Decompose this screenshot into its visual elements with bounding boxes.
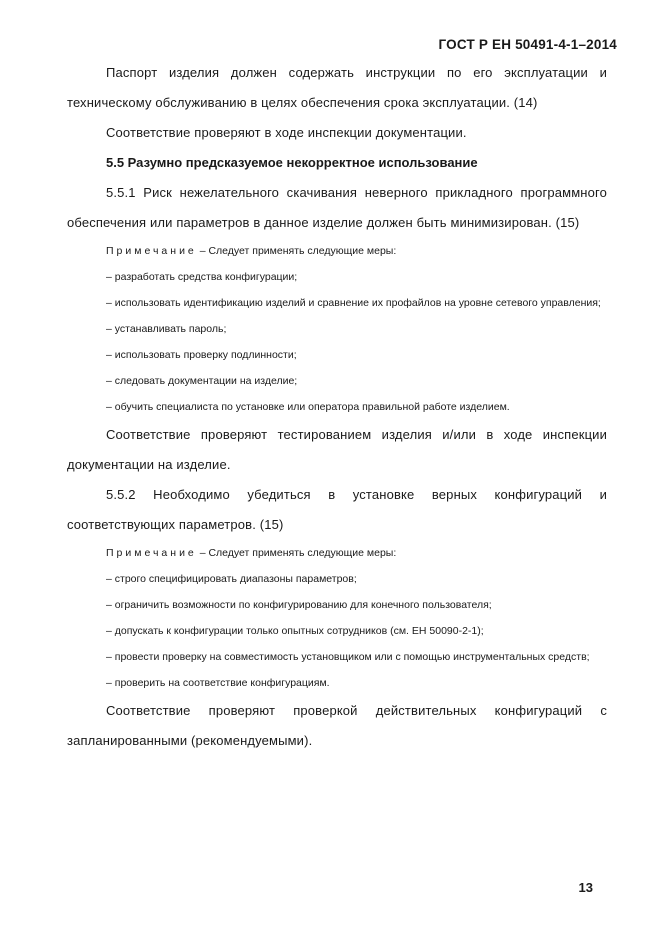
list-item: – строго специфицировать диапазоны параметров; <box>106 573 357 585</box>
list-item: – провести проверку на совместимость установщиком или с помощью инструментальных средств; <box>106 651 590 663</box>
section-heading-5-5: 5.5 Разумно предсказуемое некорректное использование <box>106 155 478 170</box>
page-number: 13 <box>578 880 593 895</box>
paragraph-passport: Паспорт изделия должен содержать инструкции по его эксплуатации и техническому обслуживанию в целях обеспечения срока эксплуатации. (14) <box>67 65 607 110</box>
paragraph-5-5-1: 5.5.1 Риск нежелательного скачивания неверного прикладного программного обеспечения или параметров в данное изделие должен быть минимизирован. (15) <box>67 185 607 230</box>
note-label: Примечание <box>106 547 197 559</box>
paragraph-conformity-3: Соответствие проверяют проверкой действительных конфигураций с запланированными (рекомендуемыми). <box>67 703 607 748</box>
paragraph-conformity-1: Соответствие проверяют в ходе инспекции документации. <box>106 125 467 140</box>
list-item: – допускать к конфигурации только опытных сотрудников (см. ЕН 50090-2-1); <box>106 625 484 637</box>
document-header: ГОСТ Р ЕН 50491-4-1–2014 <box>438 37 617 52</box>
list-item: – проверить на соответствие конфигурациям. <box>106 677 330 689</box>
list-item: – ограничить возможности по конфигурированию для конечного пользователя; <box>106 599 492 611</box>
note-1 <box>67 238 607 264</box>
paragraph-5-5-2: 5.5.2 Необходимо убедиться в установке верных конфигураций и соответствующих параметров. (15) <box>67 487 607 532</box>
list-item: – устанавливать пароль; <box>106 323 227 335</box>
note-text: – Следует применять следующие меры: <box>199 245 397 257</box>
list-item: – обучить специалиста по установке или оператора правильной работе изделием. <box>106 401 510 413</box>
list-item: – следовать документации на изделие; <box>106 375 298 387</box>
note-2 <box>67 540 607 566</box>
list-item: – разработать средства конфигурации; <box>106 271 298 283</box>
page-content <box>67 58 607 756</box>
list-item: – использовать идентификацию изделий и сравнение их профайлов на уровне сетевого управления; <box>106 297 601 309</box>
note-label: Примечание <box>106 245 197 257</box>
note-text: – Следует применять следующие меры: <box>199 547 397 559</box>
paragraph-conformity-2: Соответствие проверяют тестированием изделия и/или в ходе инспекции документации на изделие. <box>67 427 607 472</box>
list-item: – использовать проверку подлинности; <box>106 349 297 361</box>
